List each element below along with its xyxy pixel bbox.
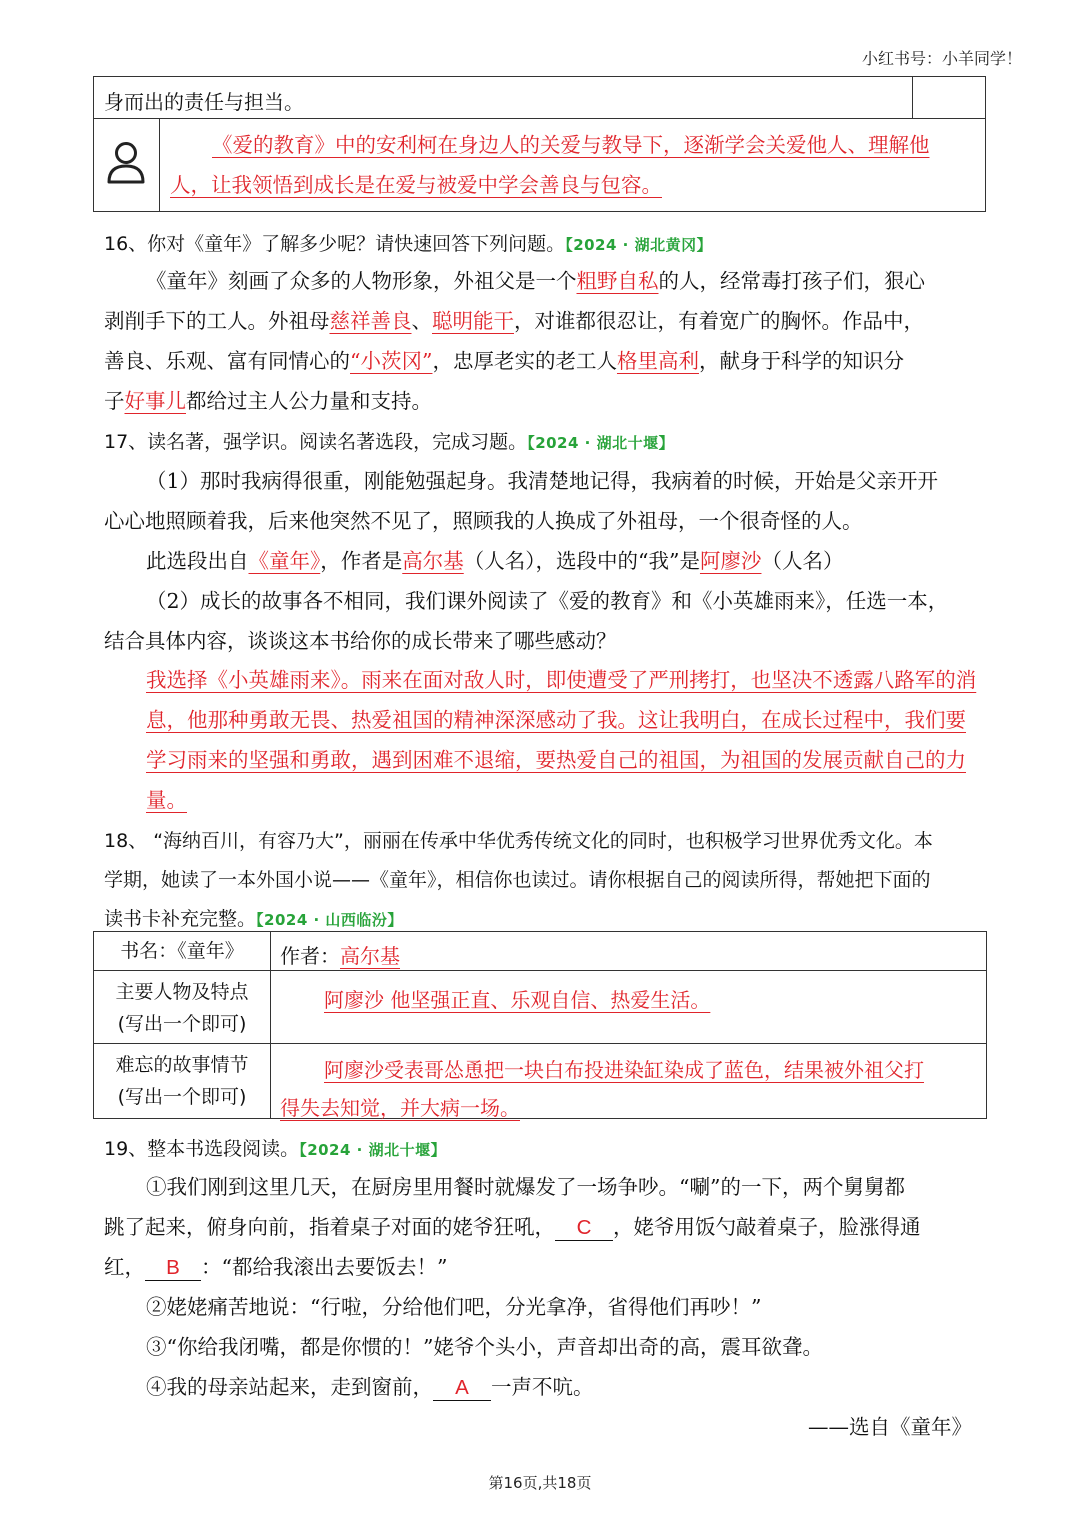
text: 子	[104, 389, 125, 413]
source-tag: 【2024 · 湖北十堰】	[527, 434, 675, 452]
answer-line: 阿廖沙受表哥怂恿把一块白布投进染缸染成了蓝色，结果被外祖父打	[324, 1058, 924, 1082]
top-answer-box	[93, 76, 986, 212]
source-tag: 【2024 · 山西临汾】	[256, 911, 403, 929]
text: 红，	[104, 1255, 145, 1279]
answer-blank: 粗野自私	[576, 269, 659, 293]
text: ，作者是	[320, 549, 403, 573]
divider	[94, 970, 986, 971]
question-text: 16、你对《童年》了解多少呢？请快速回答下列问题。	[104, 233, 566, 255]
answer-blank: 《童年》	[248, 549, 321, 573]
answer-paragraph: 我选择《小英雄雨来》。雨来在面对敌人时，即使遭受了严刑拷打，也坚决不透露八路军的消息，他那种勇敢无畏、热爱祖国的精神深深感动了我。这让我明白，在成长过程中，我们要学习雨来的坚强和勇敢，遇到困难不退缩，要热爱自己的祖国，为祖国的发展贡献自己的力量。	[146, 668, 977, 812]
q17-p1a: （1）那时我病得很重，刚能勉强起身。我清楚地记得，我病着的时候，开始是父亲开开	[146, 469, 939, 493]
answer-blank: 高尔基	[402, 549, 464, 573]
text: 跳了起来，俯身向前，指着桌子对面的姥爷狂吼，	[104, 1215, 555, 1239]
top-box-row-2	[94, 119, 985, 211]
q16-line-4	[104, 384, 984, 414]
source-tag: 【2024 · 湖北十堰】	[299, 1141, 447, 1159]
answer-blank: 慈祥善良	[329, 309, 412, 333]
q18-line-2: 学期，她读了一本外国小说——《童年》，相信你也读过。请你根据自己的阅读所得，帮她把下面的	[104, 869, 931, 891]
reading-card-table	[93, 931, 987, 1119]
q19-p1a: ①我们刚到这里几天，在厨房里用餐时就爆发了一场争吵。“唰”的一下，两个舅舅都	[146, 1175, 905, 1199]
text: 剥削手下的工人。外祖母	[104, 309, 330, 333]
q16-line-2	[104, 304, 984, 334]
answer-blank: 格里高利	[616, 349, 699, 373]
author-answer: 高尔基	[340, 944, 400, 968]
q19-p1b	[104, 1210, 984, 1241]
q17-p3b: 结合具体内容，谈谈这本书给你的成长带来了哪些感动？	[104, 629, 617, 653]
q19-p3: ③“你给我闭嘴，都是你惯的！”姥爷个头小，声音却出奇的高，震耳欲聋。	[146, 1335, 823, 1359]
q16-line-3	[104, 344, 984, 374]
text: 都给过主人公力量和支持。	[186, 389, 432, 413]
icon-cell	[94, 119, 160, 211]
divider	[94, 1043, 986, 1044]
question-17-stem	[104, 427, 674, 454]
header-account: 小红书号：小羊同学！	[861, 49, 1022, 68]
q17-p2	[146, 544, 1026, 574]
divider	[270, 932, 271, 1118]
q17-answer	[104, 660, 978, 820]
q17-p3a: （2）成长的故事各不相同，我们课外阅读了《爱的教育》和《小英雄雨来》，任选一本，	[146, 589, 949, 613]
q19-p2: ②姥姥痛苦地说：“行啦，分给他们吧，分光拿净，省得他们再吵！”	[146, 1295, 762, 1319]
book-title-cell: 书名：《童年》	[120, 940, 244, 962]
answer-line: 得失去知觉，并大病一场。	[280, 1096, 520, 1120]
q18-line-1: 18、 “海纳百川，有容乃大”，丽丽在传承中华优秀传统文化的同时，也积极学习世界优秀文化。本	[104, 830, 933, 852]
answer-blank-b: B	[145, 1256, 201, 1281]
text: 《童年》刻画了众多的人物形象，外祖父是一个	[146, 269, 577, 293]
answer-blank: “小茨冈”	[350, 349, 433, 373]
q19-p4	[146, 1370, 1026, 1401]
story-label	[94, 1049, 270, 1113]
answer-blank: 好事儿	[124, 389, 186, 413]
divider	[912, 77, 913, 119]
label-line: (写出一个即可)	[117, 1013, 247, 1035]
text: （人名）	[761, 549, 844, 573]
question-19-stem	[104, 1134, 446, 1161]
question-text: 17、读名著，强学识。阅读名著选段，完成习题。	[104, 431, 528, 453]
question-text: 19、整本书选段阅读。	[104, 1138, 300, 1160]
author-cell	[280, 940, 400, 969]
answer-line: 《爱的教育》中的安利柯在身边人的关爱与教导下，逐渐学会关爱他人、理解他	[212, 133, 930, 157]
q17-p1b: 心心地照顾着我，后来他突然不见了，照顾我的人换成了外祖母，一个很奇怪的人。	[104, 509, 863, 533]
q19-p1c	[104, 1250, 984, 1281]
text: ：“都给我滚出去要饭去！”	[201, 1255, 448, 1279]
answer-line: 人，让我领悟到成长是在爱与被爱中学会善良与包容。	[170, 173, 662, 197]
text: ，对谁都很忍让，有着宽广的胸怀。作品中，	[514, 309, 924, 333]
top-box-row1-text: 身而出的责任与担当。	[104, 90, 304, 114]
person-icon	[106, 141, 146, 185]
top-box-row-1	[94, 77, 985, 119]
label-line: 主要人物及特点	[115, 981, 249, 1003]
text: 此选段出自	[146, 549, 249, 573]
answer-blank-a: A	[433, 1376, 491, 1401]
question-16-stem	[104, 229, 712, 256]
text: 、	[411, 309, 432, 333]
label-line: 难忘的故事情节	[115, 1054, 249, 1076]
q18-line-3	[104, 904, 403, 931]
story-answer	[280, 1051, 924, 1127]
top-box-answer	[170, 125, 978, 205]
author-label: 作者：	[280, 944, 340, 968]
text: （人名），选段中的“我”是	[463, 549, 700, 573]
page-number: 第16页,共18页	[488, 1474, 592, 1492]
source-tag: 【2024 · 湖北黄冈】	[565, 236, 713, 254]
text: ④我的母亲站起来，走到窗前，	[146, 1375, 433, 1399]
main-character-label	[94, 976, 270, 1040]
text: ，忠厚老实的老工人	[432, 349, 617, 373]
answer-blank-c: C	[555, 1216, 613, 1241]
main-character-answer	[324, 984, 710, 1013]
answer-blank: 阿廖沙	[699, 549, 762, 573]
text: 一声不吭。	[491, 1375, 594, 1399]
label-line: (写出一个即可)	[117, 1086, 247, 1108]
answer-text: 阿廖沙 他坚强正直、乐观自信、热爱生活。	[324, 988, 711, 1012]
text: ，姥爷用饭勺敲着桌子，脸涨得通	[613, 1215, 921, 1239]
q16-line-1	[146, 264, 1026, 294]
question-text: 读书卡补充完整。	[104, 908, 257, 930]
text: ，献身于科学的知识分	[698, 349, 904, 373]
text: 的人，经常毒打孩子们，狠心	[658, 269, 925, 293]
text: 善良、乐观、富有同情心的	[104, 349, 350, 373]
answer-blank: 聪明能干	[432, 309, 514, 333]
attribution: ——选自《童年》	[808, 1415, 972, 1439]
